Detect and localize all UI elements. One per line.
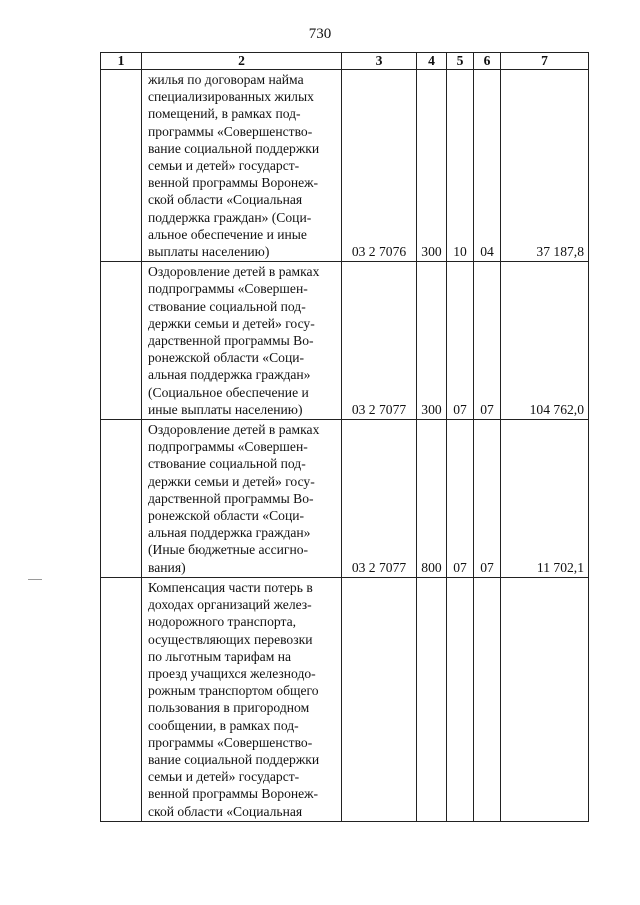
page-number: 730 bbox=[308, 26, 332, 42]
description-line: семьи и детей» государст- bbox=[148, 158, 300, 174]
description-line: проезд учащихся железнодо- bbox=[148, 665, 316, 681]
subsection-cell: 04 bbox=[474, 70, 501, 262]
description-line: ствование социальной под- bbox=[148, 298, 306, 314]
description-line: Компенсация части потерь в bbox=[148, 579, 313, 595]
description-line: выплаты населению) bbox=[148, 244, 270, 260]
description-line: альная поддержка граждан» bbox=[148, 367, 311, 383]
row-number-cell bbox=[101, 577, 142, 821]
description-line: держки семьи и детей» госу- bbox=[148, 315, 315, 331]
description-cell bbox=[142, 577, 342, 821]
description-line: подпрограммы «Совершен- bbox=[148, 439, 308, 455]
description-line: программы «Совершенство- bbox=[148, 734, 313, 750]
description-line: ствование социальной под- bbox=[148, 456, 306, 472]
header-col-2: 2 bbox=[142, 53, 342, 70]
description-line: подпрограммы «Совершен- bbox=[148, 281, 308, 297]
description-line: программы «Совершенство- bbox=[148, 123, 313, 139]
description-line: (Социальное обеспечение и bbox=[148, 384, 309, 400]
description-line: рожным транспортом общего bbox=[148, 683, 319, 699]
amount-cell: 104 762,0 bbox=[501, 262, 589, 420]
expense-type-cell bbox=[417, 577, 447, 821]
description-line: иные выплаты населению) bbox=[148, 401, 303, 417]
table-row bbox=[101, 262, 589, 420]
section-cell bbox=[447, 577, 474, 821]
table-body bbox=[101, 70, 589, 822]
description-line: ской области «Социальная bbox=[148, 803, 303, 819]
table-row bbox=[101, 420, 589, 578]
budget-code-cell: 03 2 7077 bbox=[342, 420, 417, 578]
description-line: вание социальной поддержки bbox=[148, 140, 320, 156]
description-line: вание социальной поддержки bbox=[148, 751, 320, 767]
budget-code-cell: 03 2 7077 bbox=[342, 262, 417, 420]
description-line: держки семьи и детей» госу- bbox=[148, 473, 315, 489]
description-line: Оздоровление детей в рамках bbox=[148, 422, 320, 438]
description-line: (Иные бюджетные ассигно- bbox=[148, 542, 309, 558]
subsection-cell bbox=[474, 577, 501, 821]
description-line: ронежской области «Соци- bbox=[148, 508, 305, 524]
budget-code-cell: 03 2 7076 bbox=[342, 70, 417, 262]
description-line: помещений, в рамках под- bbox=[148, 106, 301, 122]
scan-mark bbox=[28, 579, 42, 580]
expense-type-cell: 300 bbox=[417, 262, 447, 420]
description-line: нодорожного транспорта, bbox=[148, 614, 297, 630]
amount-cell bbox=[501, 577, 589, 821]
description-line: семьи и детей» государст- bbox=[148, 769, 300, 785]
description-line: вания) bbox=[148, 559, 186, 575]
section-cell: 07 bbox=[447, 420, 474, 578]
description-line: дарственной программы Во- bbox=[148, 333, 314, 349]
description-line: альное обеспечение и иные bbox=[148, 226, 307, 242]
section-cell: 10 bbox=[447, 70, 474, 262]
section-cell: 07 bbox=[447, 262, 474, 420]
amount-cell: 11 702,1 bbox=[501, 420, 589, 578]
description-cell bbox=[142, 420, 342, 578]
description-line: Оздоровление детей в рамках bbox=[148, 264, 320, 280]
description-line: поддержка граждан» (Соци- bbox=[148, 209, 312, 225]
header-col-4: 4 bbox=[417, 53, 447, 70]
amount-cell: 37 187,8 bbox=[501, 70, 589, 262]
description-line: по льготным тарифам на bbox=[148, 648, 292, 664]
description-line: жилья по договорам найма bbox=[148, 72, 304, 87]
description-line: ронежской области «Соци- bbox=[148, 350, 305, 366]
description-line: венной программы Воронеж- bbox=[148, 175, 319, 191]
table-header-row bbox=[101, 53, 589, 70]
subsection-cell: 07 bbox=[474, 420, 501, 578]
table-row bbox=[101, 577, 589, 821]
header-col-7: 7 bbox=[501, 53, 589, 70]
table-row bbox=[101, 70, 589, 262]
row-number-cell bbox=[101, 420, 142, 578]
description-cell bbox=[142, 262, 342, 420]
description-cell bbox=[142, 70, 342, 262]
description-line: дарственной программы Во- bbox=[148, 490, 314, 506]
description-line: сообщении, в рамках под- bbox=[148, 717, 299, 733]
description-line: осуществляющих перевозки bbox=[148, 631, 313, 647]
budget-table bbox=[100, 52, 589, 822]
row-number-cell bbox=[101, 262, 142, 420]
description-line: альная поддержка граждан» bbox=[148, 525, 311, 541]
description-line: ской области «Социальная bbox=[148, 192, 303, 208]
header-col-5: 5 bbox=[447, 53, 474, 70]
description-line: доходах организаций желез- bbox=[148, 597, 312, 613]
header-col-3: 3 bbox=[342, 53, 417, 70]
expense-type-cell: 800 bbox=[417, 420, 447, 578]
budget-code-cell bbox=[342, 577, 417, 821]
header-col-6: 6 bbox=[474, 53, 501, 70]
description-line: пользования в пригородном bbox=[148, 700, 310, 716]
row-number-cell bbox=[101, 70, 142, 262]
header-col-1: 1 bbox=[101, 53, 142, 70]
subsection-cell: 07 bbox=[474, 262, 501, 420]
description-line: специализированных жилых bbox=[148, 89, 314, 105]
description-line: венной программы Воронеж- bbox=[148, 786, 319, 802]
expense-type-cell: 300 bbox=[417, 70, 447, 262]
